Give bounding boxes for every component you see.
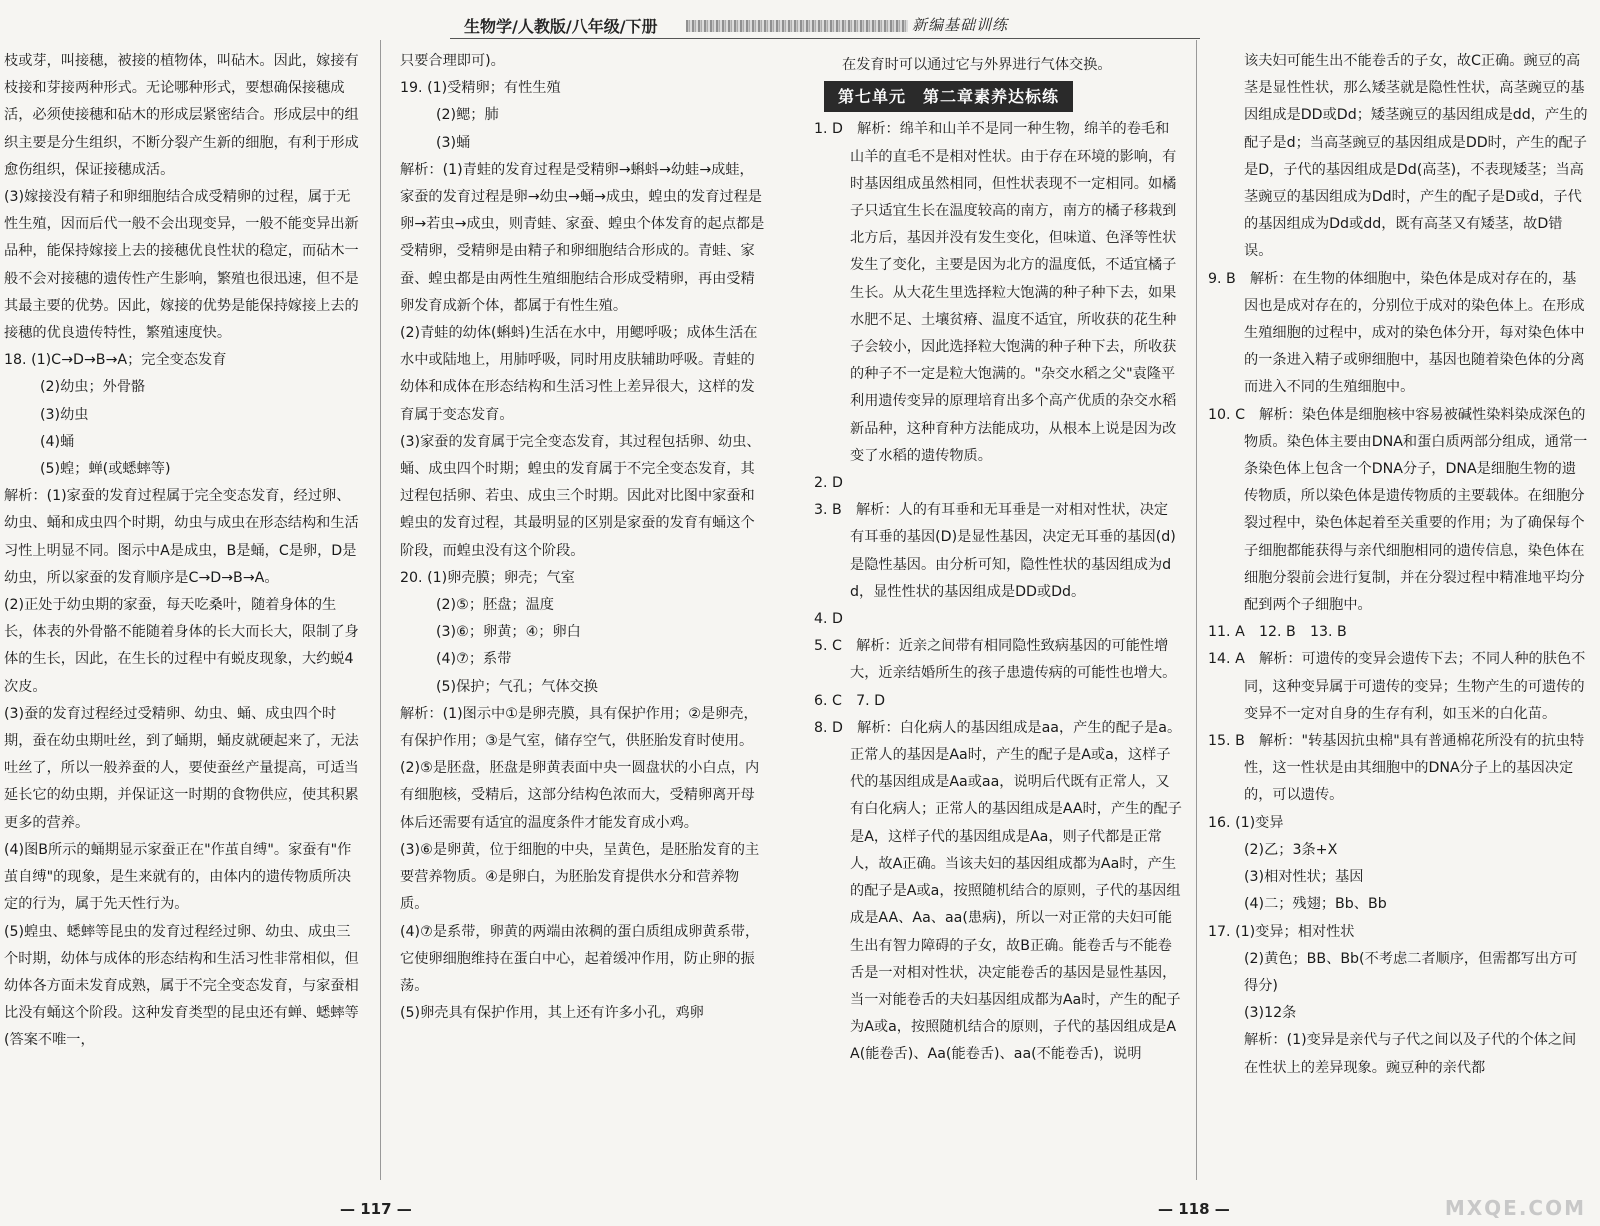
- answer-item: 10. C 解析：染色体是细胞核中容易被碱性染料染成深色的物质。染色体主要由DNA和蛋白质两部分组成，通常一条染色体上包含一个DNA分子，DNA是细胞生物的遗传物质，所以染色体是遗传物质的主要载体。在细胞分裂过程中，染色体起着至关重要的作用；为了确保每个子细胞都能获得与亲代细胞相同的遗传信息，染色体在细胞分裂前会进行复制，并在分裂过程中精准地平均分配到两个子细胞中。: [1208, 406, 1588, 614]
- answer-line: (3)蛹: [436, 134, 471, 151]
- paragraph: 枝或芽，叫接穗，被接的植物体，叫砧木。因此，嫁接有枝接和芽接两种形式。无论哪种形式，要想确保接穗成活，必须使接穗和砧木的形成层紧密结合。形成层中的组织主要是分生组织，不断分裂产生新的细胞，有利于形成愈伤组织，保证接穗成活。: [4, 53, 359, 178]
- explanation: (2)青蛙的幼体(蝌蚪)生活在水中，用鳃呼吸；成体生活在水中或陆地上，用肺呼吸，同时用皮肤辅助呼吸。青蛙的幼体和成体在形态结构和生活习性上差异很大，这样的发育属于变态发育。: [400, 325, 758, 423]
- answer-line: (4)二；残翅；Bb、Bb: [1244, 896, 1387, 913]
- question-20: 20. (1)卵壳膜；卵壳；气室: [400, 569, 575, 586]
- answer-item: 1. D 解析：绵羊和山羊不是同一种生物，绵羊的卷毛和山羊的直毛不是相对性状。由于存在环境的影响，有时基因组成虽然相同，但性状表现不一定相同。如橘子只适宜生长在温度较高的南方，南方的橘子移栽到北方后，基因并没有发生变化，但味道、色泽等性状发生了变化，主要是因为北方的温度低，不适宜橘子生长。从大花生里选择粒大饱满的种子种下去，如果水肥不足、土壤贫瘠、温度不适宜，所收获的花生种子会较小，因此选择粒大饱满的种子种下去，所收获的种子不一定是粒大饱满的。"杂交水稻之父"袁隆平利用遗传变异的原理培育出多个高产优质的杂交水稻新品种，这种育种方法能成功，从根本上说是因为改变了水稻的遗传物质。: [814, 121, 1177, 464]
- page-number-left: — 117 —: [340, 1200, 412, 1218]
- explanation: (2)⑤是胚盘，胚盘是卵黄表面中央一圆盘状的小白点，内有细胞核，受精后，这部分结构色浓而大，受精卵离开母体后还需要有适宜的温度条件才能发育成小鸡。: [400, 760, 760, 831]
- answer-item: 5. C 解析：近亲之间带有相同隐性致病基因的可能性增大，近亲结婚所生的孩子患遗传病的可能性也增大。: [814, 638, 1177, 682]
- right-page-column-1: [814, 52, 1182, 1069]
- explanation: (4)图B所示的蛹期显示家蚕正在"作茧自缚"。家蚕有"作茧自缚"的现象，是生来就有的，由体内的遗传物质所决定的行为，属于先天性行为。: [4, 841, 352, 913]
- answer-line: (3)12条: [1244, 1005, 1297, 1022]
- explanation: (2)正处于幼虫期的家蚕，每天吃桑叶，随着身体的生长，体表的外骨骼不能随着身体的长大而长大，限制了身体的生长，因此，在生长的过程中有蜕皮现象，大约蜕4次皮。: [4, 597, 359, 695]
- paragraph: 该夫妇可能生出不能卷舌的子女，故C正确。豌豆的高茎是显性性状，那么矮茎就是隐性性状，高茎豌豆的基因组成是DD或Dd；矮茎豌豆的基因组成是dd，产生的配子是d；当高茎豌豆的基因组成是DD时，产生的配子是D，子代的基因组成是Dd(高茎)，不表现矮茎；当高茎豌豆的基因组成为Dd时，产生的配子是D或d，子代的基因组成为Dd或dd，既有高茎又有矮茎，故D错误。: [1244, 53, 1588, 260]
- answer-item: 11. A 12. B 13. B: [1208, 624, 1347, 641]
- explanation: 解析：(1)图示中①是卵壳膜，具有保护作用；②是卵壳，有保护作用；③是气室，储存空气，供胚胎发育时使用。: [400, 705, 758, 750]
- answer-item: 3. B 解析：人的有耳垂和无耳垂是一对相对性状，决定有耳垂的基因(D)是显性基因，决定无耳垂的基因(d)是隐性基因。由分析可知，隐性性状的基因组成为dd，显性性状的基因组成是DD或Dd。: [814, 502, 1176, 600]
- question-19: 19. (1)受精卵；有性生殖: [400, 80, 561, 97]
- answer-item: 2. D: [814, 475, 843, 492]
- answer-line: (3)幼虫: [40, 406, 89, 423]
- answer-line: (5)蝗；蝉(或蟋蟀等): [40, 461, 171, 478]
- column-divider: [1196, 40, 1197, 1180]
- book-title: 生物学/人教版/八年级/下册: [464, 17, 658, 36]
- decorative-band: [686, 20, 908, 32]
- answer-line: (2)黄色；BB、Bb(不考虑二者顺序，但需都写出方可得分): [1244, 950, 1578, 994]
- paragraph: 在发育时可以通过它与外界进行气体交换。: [842, 57, 1112, 73]
- answer-item: 15. B 解析："转基因抗虫棉"具有普通棉花所没有的抗虫特性，这一性状是由其细胞中的DNA分子上的基因决定的，可以遗传。: [1208, 733, 1585, 804]
- watermark-logo: MXQE.COM: [1444, 1196, 1586, 1220]
- series-name: 新编基础训练: [912, 16, 1009, 34]
- answer-item: 9. B 解析：在生物的体细胞中，染色体是成对存在的，基因也是成对存在的，分别位于成对的染色体上。在形成生殖细胞的过程中，成对的染色体分开，每对染色体中的一条进入精子或卵细胞中，基因也随着染色体的分离而进入不同的生殖细胞中。: [1208, 270, 1585, 396]
- section-banner: 第七单元 第二章素养达标练: [824, 81, 1073, 112]
- page-number-right: — 118 —: [1158, 1200, 1230, 1218]
- answer-item: 8. D 解析：白化病人的基因组成是aa，产生的配子是a。正常人的基因是Aa时，产生的配子是A或a，这样子代的基因组成是Aa或aa，说明后代既有正常人，又有白化病人；正常人的基因组成是AA时，产生的配子是A，这样子代的基因组成是Aa，则子代都是正常人，故A正确。当该夫妇的基因组成都为Aa时，产生的配子是A或a，按照随机结合的原则，子代的基因组成是AA、Aa、aa(患病)，所以一对正常的夫妇可能生出有智力障碍的子女，故B正确。能卷舌与不能卷舌是一对相对性状，决定能卷舌的基因是显性基因，当一对能卷舌的夫妇基因组成都为Aa时，产生的配子为A或a，按照随机结合的原则，子代的基因组成是AA(能卷舌)、Aa(能卷舌)、aa(不能卷舌)，说明: [814, 719, 1182, 1063]
- paragraph: 只要合理即可)。: [400, 53, 505, 69]
- header-rule: [450, 38, 1200, 39]
- paragraph: (3)嫁接没有精子和卵细胞结合成受精卵的过程，属于无性生殖，因而后代一般不会出现变异，一般不能变异出新品种，能保持嫁接上去的接穗优良性状的稳定，而砧木一般不会对接穗的遗传性产生影响，繁殖也很迅速，但不是其最主要的优势。因此，嫁接的优势是能保持嫁接上去的接穗的优良遗传特性，繁殖速度快。: [4, 189, 359, 342]
- explanation: (3)⑥是卵黄，位于细胞的中央，呈黄色，是胚胎发育的主要营养物质。④是卵白，为胚胎发育提供水分和营养物质。: [400, 841, 760, 913]
- column-divider: [380, 40, 381, 1180]
- answer-line: (4)⑦；系带: [436, 651, 512, 668]
- answer-line: (3)⑥；卵黄；④；卵白: [436, 624, 581, 641]
- left-page-column-1: [4, 48, 362, 1055]
- explanation: (3)家蚕的发育属于完全变态发育，其过程包括卵、幼虫、蛹、成虫四个时期；蝗虫的发育属于不完全变态发育，其过程包括卵、若虫、成虫三个时期。因此对比图中家蚕和蝗虫的发育过程，其最明显的区别是家蚕的发育有蛹这个阶段，而蝗虫没有这个阶段。: [400, 433, 761, 559]
- explanation: 解析：(1)变异是亲代与子代之间以及子代的个体之间在性状上的差异现象。豌豆种的亲代都: [1244, 1032, 1577, 1076]
- question-16: 16. (1)变异: [1208, 814, 1284, 831]
- explanation: (3)蚕的发育过程经过受精卵、幼虫、蛹、成虫四个时期，蚕在幼虫期吐丝，到了蛹期，蛹皮就硬起来了，无法吐丝了，所以一般养蚕的人，要使蚕丝产量提高，可适当延长它的幼虫期，并保证这一时期的食物供应，使其积累更多的营养。: [4, 705, 359, 831]
- page-header: [0, 0, 1600, 40]
- answer-line: (2)乙；3条+X: [1244, 841, 1338, 858]
- explanation: (5)卵壳具有保护作用，其上还有许多小孔，鸡卵: [400, 1005, 704, 1022]
- answer-item: 4. D: [814, 611, 843, 628]
- explanation: 解析：(1)家蚕的发育过程属于完全变态发育，经过卵、幼虫、蛹和成虫四个时期，幼虫与成虫在形态结构和生活习性上明显不同。图示中A是成虫，B是蛹，C是卵，D是幼虫，所以家蚕的发育顺序是C→D→B→A。: [4, 488, 359, 586]
- left-page-column-2: [400, 48, 766, 1027]
- explanation: 解析：(1)青蛙的发育过程是受精卵→蝌蚪→幼蛙→成蛙，家蚕的发育过程是卵→幼虫→蛹→成虫，蝗虫的发育过程是卵→若虫→成虫，则青蛙、家蚕、蝗虫个体发育的起点都是受精卵，受精卵是由精子和卵细胞结合形成的。青蛙、家蚕、蝗虫都是由两性生殖细胞结合形成受精卵，再由受精卵发育成新个体，都属于有性生殖。: [400, 161, 765, 314]
- answer-item: 6. C 7. D: [814, 692, 886, 709]
- answer-line: (4)蛹: [40, 433, 75, 450]
- answer-line: (2)鳃；肺: [436, 107, 499, 124]
- answer-line: (2)幼虫；外骨骼: [40, 379, 146, 396]
- right-page-column-2: [1208, 48, 1590, 1082]
- question-18: 18. (1)C→D→B→A；完全变态发育: [4, 352, 227, 369]
- explanation: (5)蝗虫、蟋蟀等昆虫的发育过程经过卵、幼虫、成虫三个时期，幼体与成体的形态结构和生活习性非常相似，但幼体各方面未发育成熟，属于不完全变态发育，与家蚕相比没有蛹这个阶段。这种发育类型的昆虫还有蝉、蟋蟀等(答案不唯一，: [4, 923, 359, 1049]
- answer-line: (3)相对性状；基因: [1244, 869, 1364, 886]
- question-17: 17. (1)变异；相对性状: [1208, 923, 1355, 940]
- answer-line: (5)保护；气孔；气体交换: [436, 678, 598, 695]
- answer-line: (2)⑤；胚盘；温度: [436, 597, 554, 614]
- explanation: (4)⑦是系带，卵黄的两端由浓稠的蛋白质组成卵黄系带，它使卵细胞维持在蛋白中心，起着缓冲作用，防止卵的振荡。: [400, 923, 760, 994]
- answer-item: 14. A 解析：可遗传的变异会遗传下去；不同人种的肤色不同，这种变异属于可遗传的变异；生物产生的可遗传的变异不一定对自身的生存有利，如玉米的白化苗。: [1208, 651, 1586, 722]
